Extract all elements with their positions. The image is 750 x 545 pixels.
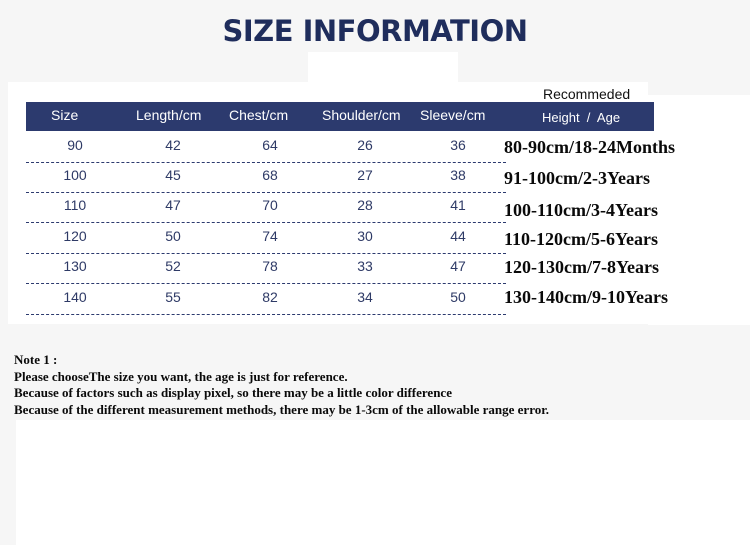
cell-chest: 68 bbox=[262, 167, 278, 183]
recommended-height-age: 100-110cm/3-4Years bbox=[504, 200, 658, 220]
table-header bbox=[26, 102, 654, 131]
header-size: Size bbox=[51, 107, 79, 123]
recommended-height-age: 120-130cm/7-8Years bbox=[504, 257, 659, 277]
cell-sleeve: 36 bbox=[450, 137, 466, 153]
header-chest: Chest/cm bbox=[229, 107, 289, 123]
cell-sleeve: 47 bbox=[450, 258, 466, 274]
cell-length: 55 bbox=[165, 289, 181, 305]
cell-shoulder: 28 bbox=[357, 197, 373, 213]
cell-length: 45 bbox=[165, 167, 181, 183]
table-row bbox=[26, 253, 506, 284]
cell-length: 52 bbox=[165, 258, 181, 274]
cell-sleeve: 50 bbox=[450, 289, 466, 305]
table-row bbox=[26, 132, 506, 163]
recommended-label: Recommeded bbox=[543, 86, 631, 102]
header-shoulder: Shoulder/cm bbox=[322, 107, 401, 123]
cell-size: 120 bbox=[63, 228, 87, 244]
cell-chest: 64 bbox=[262, 137, 278, 153]
cell-sleeve: 38 bbox=[450, 167, 466, 183]
cell-shoulder: 34 bbox=[357, 289, 373, 305]
table-row bbox=[26, 192, 506, 223]
cell-size: 90 bbox=[67, 137, 83, 153]
cell-sleeve: 41 bbox=[450, 197, 466, 213]
header-height-age: Height / Age bbox=[542, 110, 621, 125]
note-heading: Note 1 : bbox=[14, 352, 58, 367]
note-line: Because of factors such as display pixel, so there may be a little color difference bbox=[14, 385, 452, 400]
header-length: Length/cm bbox=[136, 107, 202, 123]
note-line: Because of the different measurement methods, there may be 1-3cm of the allowable range error. bbox=[14, 401, 550, 417]
cell-shoulder: 26 bbox=[357, 137, 373, 153]
background-panel bbox=[308, 52, 458, 86]
cell-size: 110 bbox=[63, 197, 87, 213]
page-title: SIZE INFORMATION bbox=[222, 14, 528, 48]
recommended-height-age: 80-90cm/18-24Months bbox=[504, 137, 675, 157]
recommended-height-age: 110-120cm/5-6Years bbox=[504, 229, 658, 249]
table-row bbox=[26, 284, 506, 315]
cell-chest: 70 bbox=[262, 197, 278, 213]
cell-shoulder: 30 bbox=[357, 228, 373, 244]
note-line: Please chooseThe size you want, the age is just for reference. bbox=[14, 368, 348, 384]
header-sleeve: Sleeve/cm bbox=[420, 107, 486, 123]
recommended-height-age: 130-140cm/9-10Years bbox=[504, 287, 668, 307]
cell-length: 47 bbox=[165, 197, 181, 213]
cell-sleeve: 44 bbox=[450, 228, 466, 244]
cell-chest: 74 bbox=[262, 228, 278, 244]
cell-shoulder: 27 bbox=[357, 167, 373, 183]
recommended-height-age: 91-100cm/2-3Years bbox=[504, 168, 650, 188]
cell-length: 42 bbox=[165, 137, 181, 153]
table-row bbox=[26, 162, 506, 193]
cell-shoulder: 33 bbox=[357, 258, 373, 274]
table-row bbox=[26, 223, 506, 254]
background-panel bbox=[16, 420, 750, 545]
cell-size: 140 bbox=[63, 289, 87, 305]
cell-size: 130 bbox=[63, 258, 87, 274]
cell-length: 50 bbox=[165, 228, 181, 244]
notes-block bbox=[14, 352, 549, 418]
cell-chest: 78 bbox=[262, 258, 278, 274]
cell-size: 100 bbox=[63, 167, 87, 183]
cell-chest: 82 bbox=[262, 289, 278, 305]
